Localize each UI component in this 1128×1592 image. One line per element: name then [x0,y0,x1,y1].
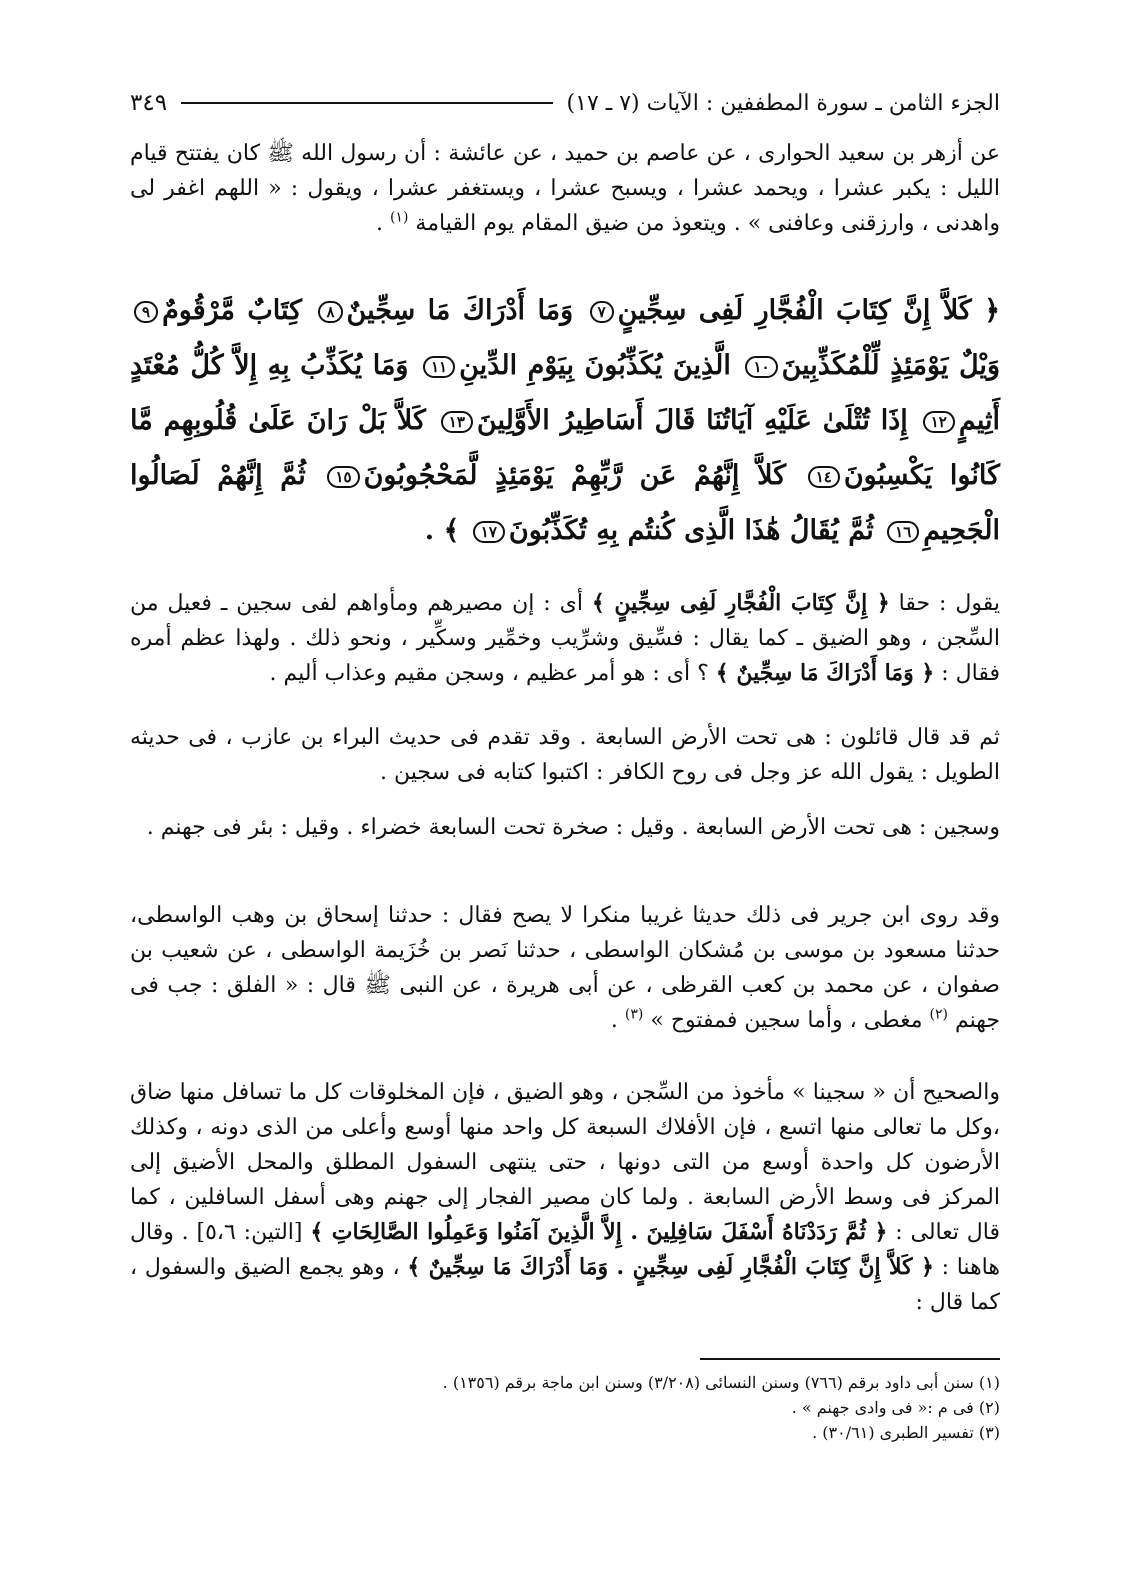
verse-number-7: ٧ [590,301,614,323]
verse-number-10: ١٠ [745,356,777,378]
p3-text: وسجين : هى تحت الأرض السابعة . وقيل : صخرة تحت السابعة خضراء . وقيل : بئر فى جهنم . [146,815,1000,840]
p1-text-a: يقول : حقا [889,591,1000,616]
footnote-1: (١) سنن أبى داود برقم (٧٦٦) وسنن النسائى (٣/٢٠٨) وسنن ابن ماجة برقم (١٣٥٦) . [442,1373,1000,1392]
p4-text-a: وقد روى ابن جرير فى ذلك حديثا غريبا منكرا لا يصح فقال : حدثنا إسحاق بن وهب الواسطى، حدثنا مسعود بن موسى بن مُشكان الواسطى ، حدثنا نَصر بن خُزَيمة الواسطى ، عن شعيب بن صفوان ، عن محمد بن كعب القرظى ، عن أبى هريرة ، عن النبى ﷺ قال : « الفلق : جب فى جهنم [130,903,1000,1033]
footnote-ref-1: (١) [389,209,409,226]
commentary-paragraph-3 [130,810,1000,845]
verse-8: وَمَا أَدْرَاكَ مَا سِجِّينٌ [346,295,574,326]
page-number: ٣٤٩ [130,90,168,116]
commentary-paragraph-1 [130,586,1000,691]
p4-text-c: . [610,1008,625,1033]
intro-text: عن أزهر بن سعيد الحوارى ، عن عاصم بن حميد ، عن عائشة : أن رسول الله ﷺ كان يفتتح قيام الليل : يكبر عشرا ، ويحمد عشرا ، ويسبح عشرا ، ويستغفر عشرا ، ويقول : « اللهم اغفر لى واهدنى ، وارزقنى وعافنى » . ويتعوذ من ضيق المقام يوم القيامة [130,141,1000,236]
header-rule [181,102,552,104]
p5-quote-1: ﴿ ثُمَّ رَدَدْنَاهُ أَسْفَلَ سَافِلِينَ . إِلاَّ الَّذِينَ آمَنُوا وَعَمِلُوا الصَّالِحَاتِ ﴾ [310,1219,888,1245]
header-title: الجزء الثامن ـ سورة المطففين : الآيات (٧ ـ ١٧) [566,90,1000,116]
verse-number-11: ١١ [423,356,455,378]
commentary-paragraph-2 [130,720,1000,790]
verse-open-bracket: ﴿ [971,295,1001,326]
verse-14: كَلاَّ بَلْ رَانَ عَلَىٰ قُلُوبِهِم مَّا كَانُوا يَكْسِبُونَ [130,405,1000,491]
p5-quote-2: ﴿ كَلاَّ إِنَّ كِتَابَ الْفُجَّارِ لَفِى سِجِّينٍ . وَمَا أَدْرَاكَ مَا سِجِّينٌ ﴾ [407,1254,934,1280]
running-header [130,86,1000,120]
footnote-2: (٢) فى م :« فى وادى جهنم » . [791,1398,1000,1417]
intro-paragraph [130,136,1000,241]
p1-text-b: أى : إن مصيرهم ومأواهم لفى سجين ـ فعيل من السِّجن ، وهو الضيق ـ كما يقال : فسِّيق وشرِّيب وخمِّير وسكِّير ، ونحو ذلك . ولهذا عظم أمره فقال : [130,591,1000,686]
intro-end: . [375,211,390,236]
commentary-paragraph-4 [130,898,1000,1038]
p4-text-b: مغطى ، وأما سجين فمفتوح » [650,1008,930,1033]
verse-number-17: ١٧ [473,521,505,543]
verse-9: كِتَابٌ مَّرْقُومٌ [162,295,303,326]
p1-text-c: ؟ أى : هو أمر عظيم ، وسجن مقيم وعذاب أليم . [269,661,716,686]
p5-text-b: وقال هاهنا : [130,1220,1000,1280]
verse-number-8: ٨ [318,301,342,323]
verse-15: كَلاَّ إِنَّهُمْ عَن رَّبِّهِمْ يَوْمَئِذٍ لَّمَحْجُوبُونَ [363,460,787,491]
footnote-separator [700,1358,1000,1360]
footnotes [130,1370,1000,1445]
verse-number-13: ١٣ [441,411,473,433]
p2-text: ثم قد قال قائلون : هى تحت الأرض السابعة . وقد تقدم فى حديث البراء بن عازب ، فى حديثه الطويل : يقول الله عز وجل فى روح الكافر : اكتبوا كتابه فى سجين . [130,725,1000,785]
verse-close-bracket: ﴾ . [424,515,469,546]
verse-10: وَيْلٌ يَوْمَئِذٍ لِّلْمُكَذِّبِينَ [781,350,1000,381]
verse-7: كَلاَّ إِنَّ كِتَابَ الْفُجَّارِ لَفِى سِجِّينٍ [617,295,972,326]
verse-number-9: ٩ [134,301,158,323]
verse-11: الَّذِينَ يُكَذِّبُونَ بِيَوْمِ الدِّينِ [459,350,731,381]
footnote-ref-2: (٢) [929,1006,948,1023]
quran-verses [130,283,1000,558]
commentary-paragraph-5 [130,1075,1000,1320]
p1-quote-2: ﴿ وَمَا أَدْرَاكَ مَا سِجِّينٌ ﴾ [715,660,935,686]
verse-number-15: ١٥ [327,466,359,488]
p5-text-c: ، وهو يجمع الضيق والسفول ، كما قال : [130,1255,1000,1315]
verse-number-12: ١٢ [923,411,955,433]
footnote-3: (٣) تفسير الطبرى (٣٠/٦١) . [812,1423,1000,1442]
verse-13: إِذَا تُتْلَىٰ عَلَيْهِ آيَاتُنَا قَالَ أَسَاطِيرُ الأَوَّلِينَ [476,405,908,436]
p5-text-a: والصحيح أن « سجينا » مأخوذ من السِّجن ، وهو الضيق ، فإن المخلوقات كل ما تسافل منها ضاق ،وكل ما تعالى منها اتسع ، فإن الأفلاك السبعة كل واحد منها أوسع وأعلى من الذى دونه ، وكذلك الأرضون كل واحدة أوسع من التى دونها ، حتى ينتهى السفول المطلق والمحل الأضيق إلى المركز فى وسط الأرض السابعة . ولما كان مصير الفجار إلى جهنم وهى أسفل السافلين ، كما قال تعالى : [130,1080,1001,1245]
p1-quote-1: ﴿ إِنَّ كِتَابَ الْفُجَّارِ لَفِى سِجِّينٍ ﴾ [591,590,890,616]
footnote-ref-3: (٣) [624,1006,644,1023]
verse-16: ثُمَّ إِنَّهُمْ لَصَالُوا الْجَحِيمِ [130,460,1000,546]
verse-number-14: ١٤ [808,466,840,488]
verse-12: وَمَا يُكَذِّبُ بِهِ إِلاَّ كُلُّ مُعْتَدٍ أَثِيمٍ [130,350,1001,436]
verse-17: ثُمَّ يُقَالُ هَٰذَا الَّذِى كُنتُم بِهِ تُكَذِّبُونَ [508,515,874,546]
p5-surah-reference: [التين: ٥،٦] . [173,1220,311,1245]
verse-number-16: ١٦ [887,521,919,543]
